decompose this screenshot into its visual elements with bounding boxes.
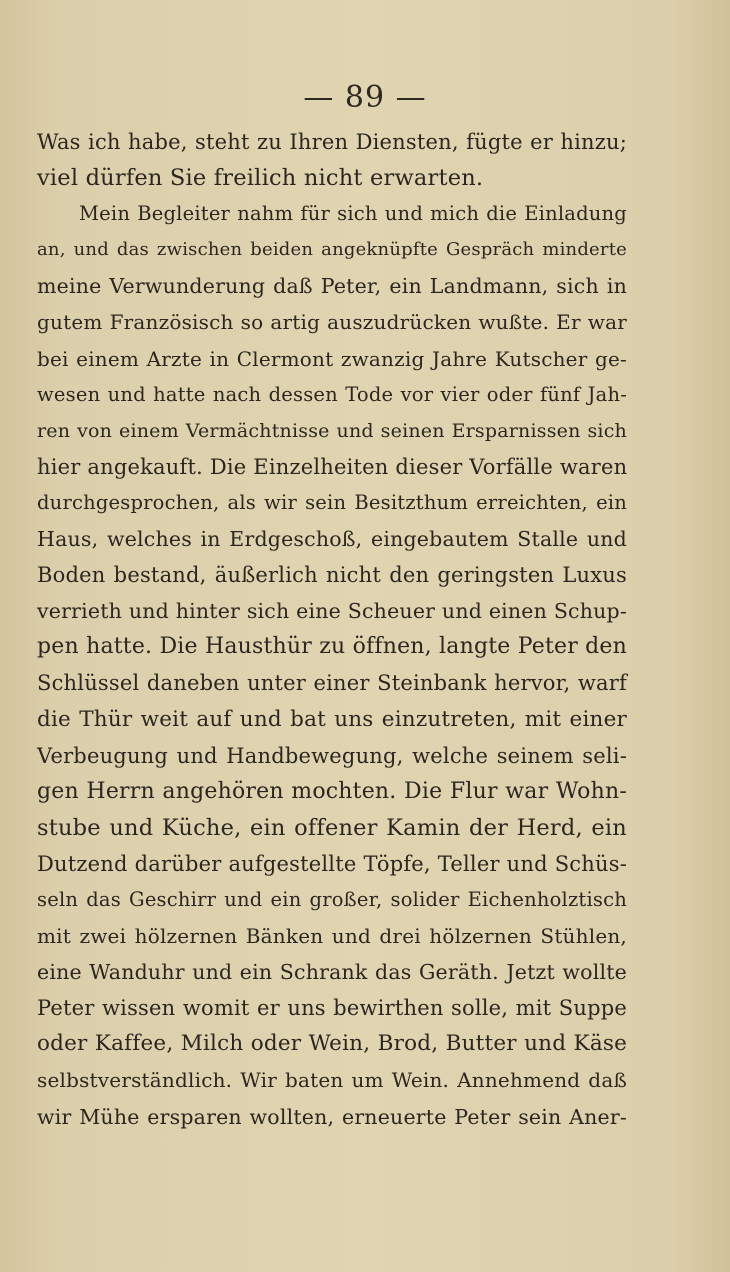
text-line: Peter wissen womit er uns bewirthen solle, mit Suppe	[37, 996, 627, 1021]
text-line: gutem Französisch so artig auszudrücken wußte. Er war	[37, 310, 627, 335]
text-line: seln das Geschirr und ein großer, solider Eichenholztisch	[37, 887, 627, 911]
text-line: selbstverständlich. Wir baten um Wein. Annehmend daß	[37, 1068, 627, 1093]
text-line: viel dürfen Sie freilich nicht erwarten.	[37, 165, 484, 192]
text-line: Haus, welches in Erdgeschoß, eingebautem Stalle und	[37, 527, 627, 552]
text-line: bei einem Arzte in Clermont zwanzig Jahre Kutscher ge-	[37, 346, 627, 371]
text-line: Dutzend darüber aufgestellte Töpfe, Teller und Schüs-	[37, 851, 627, 876]
text-line: an, und das zwischen beiden angeknüpfte Gespräch minderte	[37, 239, 627, 261]
text-line: hier angekauft. Die Einzelheiten dieser Vorfälle waren	[37, 454, 628, 479]
text-line: stube und Küche, ein offener Kamin der Herd, ein	[37, 814, 627, 841]
text-line: oder Kaffee, Milch oder Wein, Brod, Butter und Käse	[37, 1031, 627, 1057]
text-line: wesen und hatte nach dessen Tode vor vier oder fünf Jah-	[37, 382, 627, 406]
text-line: Schlüssel daneben unter einer Steinbank hervor, warf	[37, 671, 627, 696]
body-text	[37, 124, 627, 1135]
text-line: Verbeugung und Handbewegung, welche seinem seli-	[37, 743, 627, 768]
text-line: mit zwei hölzernen Bänken und drei hölzernen Stühlen,	[37, 924, 627, 949]
text-line: wir Mühe ersparen wollten, erneuerte Peter sein Aner-	[37, 1104, 627, 1129]
text-line: Boden bestand, äußerlich nicht den geringsten Luxus	[37, 563, 627, 588]
text-line: meine Verwunderung daß Peter, ein Landmann, sich in	[37, 274, 627, 299]
text-line: gen Herrn angehören mochten. Die Flur war Wohn-	[37, 778, 627, 804]
text-line: eine Wanduhr und ein Schrank das Geräth. Jetzt wollte	[37, 960, 627, 985]
text-line: ren von einem Vermächtnisse und seinen Ersparnissen sich	[37, 419, 627, 442]
text-line: die Thür weit auf und bat uns einzutreten, mit einer	[37, 706, 627, 732]
text-line: Mein Begleiter nahm für sich und mich die Einladung	[79, 202, 627, 226]
text-line: durchgesprochen, als wir sein Besitzthum erreichten, ein	[37, 490, 627, 514]
text-line: pen hatte. Die Hausthür zu öffnen, langte Peter den	[37, 634, 627, 660]
text-line: Was ich habe, steht zu Ihren Diensten, fügte er hinzu;	[37, 130, 627, 154]
page-number: — 89 —	[303, 80, 427, 115]
text-line: verrieth und hinter sich eine Scheuer und einen Schup-	[37, 599, 627, 624]
